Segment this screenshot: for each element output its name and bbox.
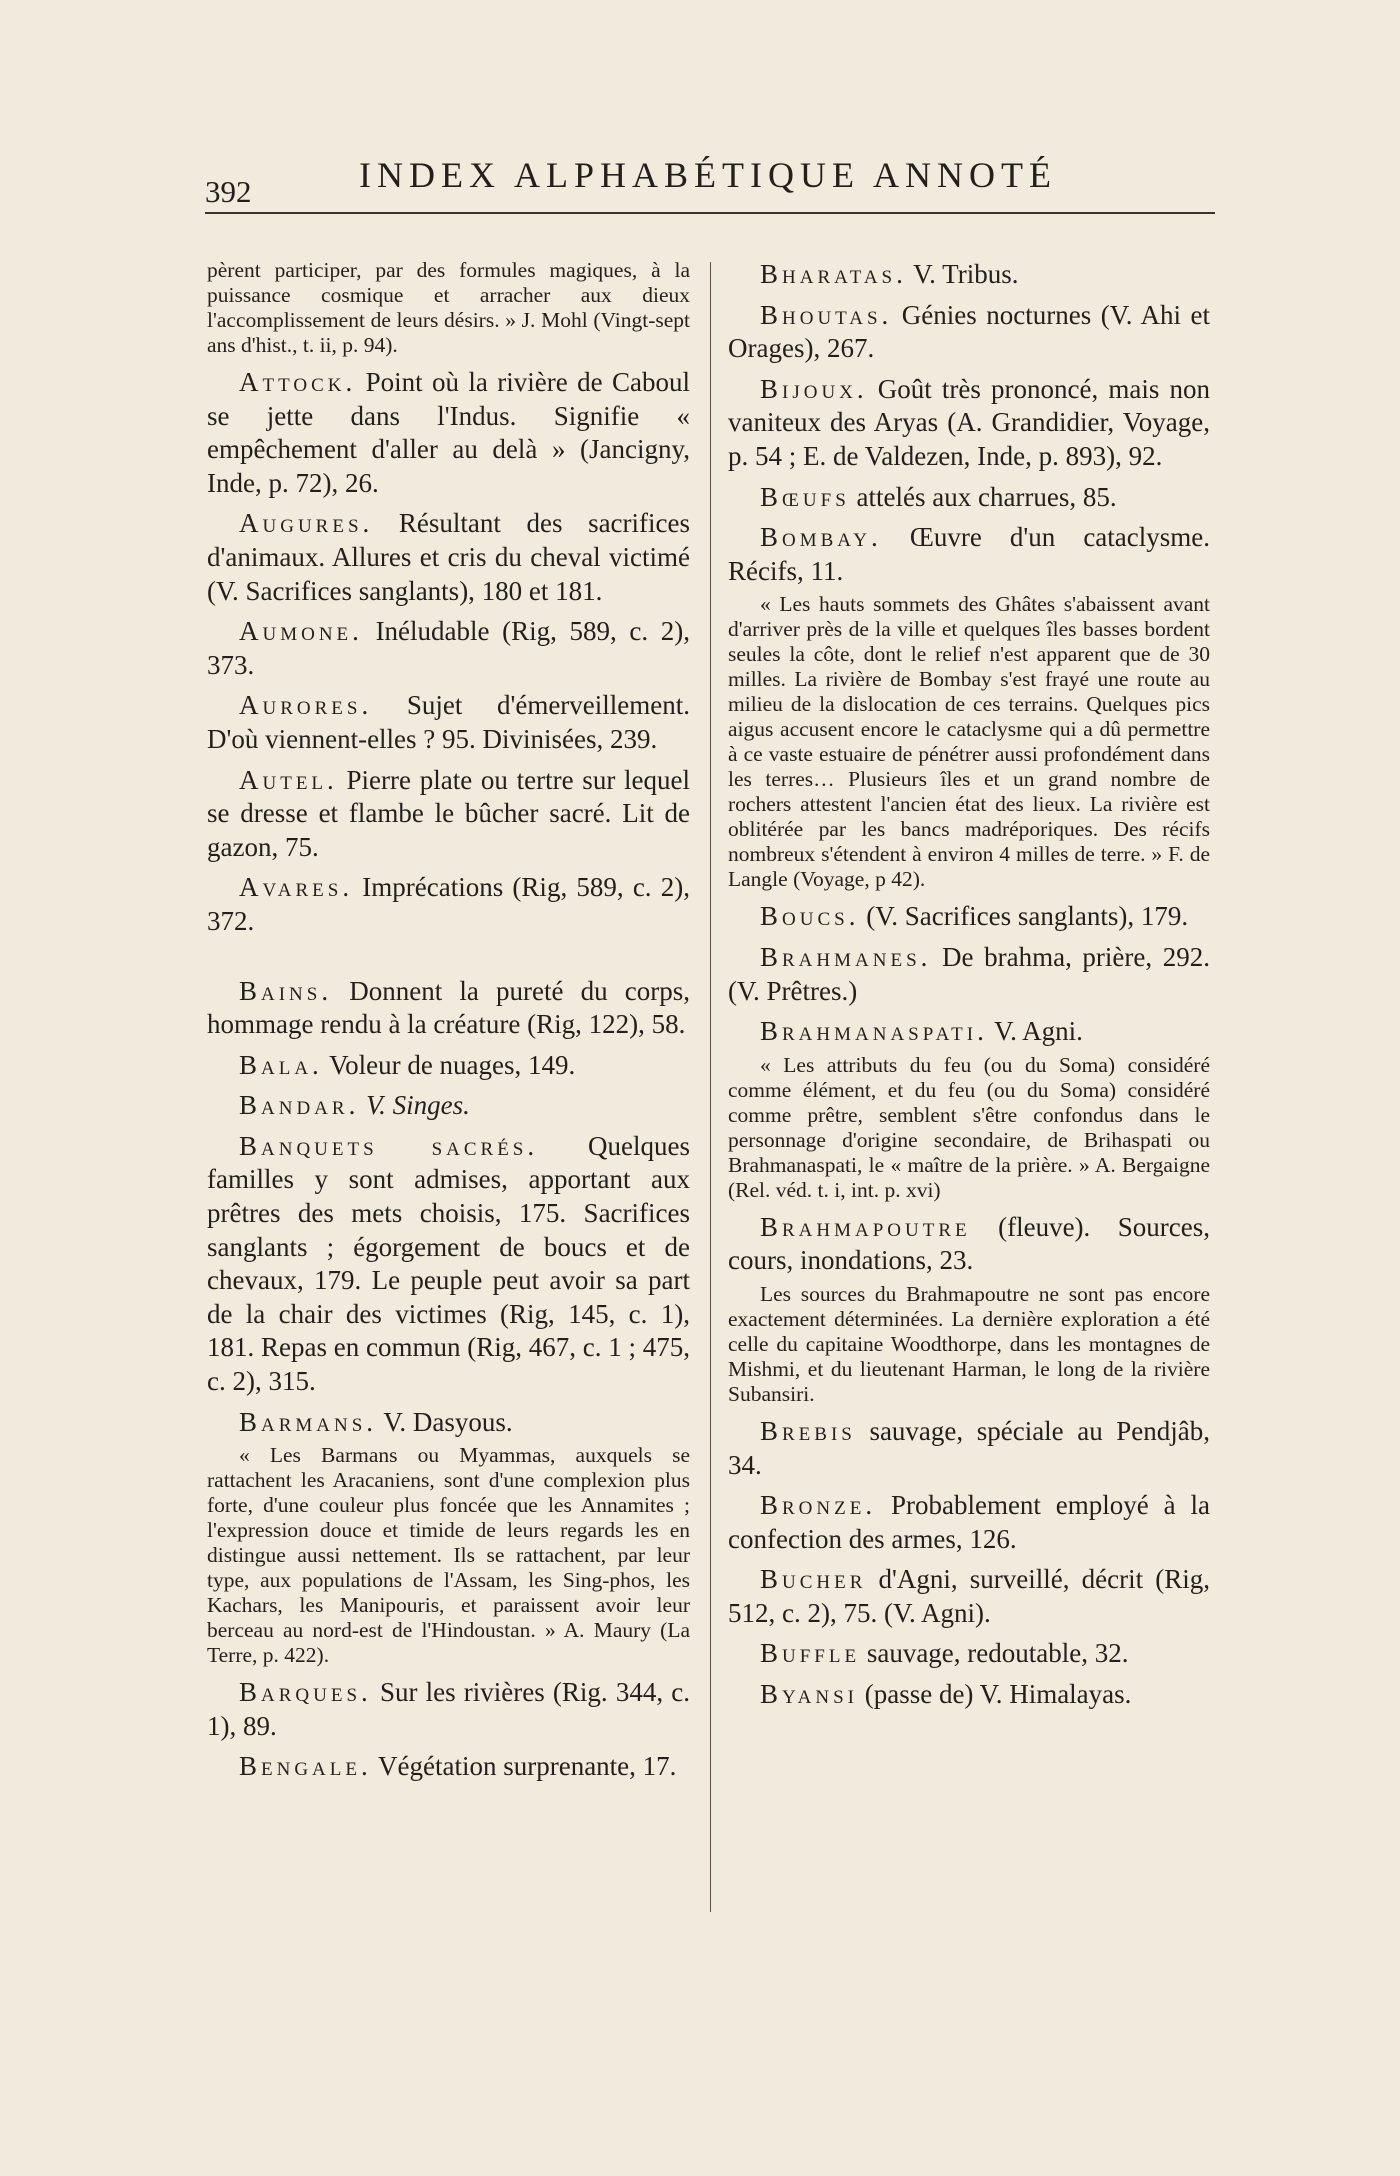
index-entry (728, 1678, 1210, 1712)
index-entry (728, 258, 1210, 292)
entry-text: Point où la rivière de Caboul se jette dans l'Indus. Signifie « empêchement d'aller au delà » (Jancigny, Inde, p. 72), 26. (207, 367, 691, 498)
entry-text: Génies nocturnes (V. Ahi et Orages), 267. (728, 299, 1210, 364)
entry-text: Pierre plate ou tertre sur lequel se dresse et flambe le bûcher sacré. Lit de gazon, 75. (207, 764, 690, 862)
entry-text: De brahma, prière, 292. (V. Prêtres.) (728, 941, 1210, 1006)
page-header (205, 150, 1210, 210)
entry-text: Voleur de nuages, 149. (329, 1049, 576, 1080)
index-entry (728, 1211, 1210, 1278)
entry-headword: Banquets sacrés. (239, 1130, 539, 1161)
index-entry (207, 1089, 690, 1123)
entry-headword: Bains. (239, 975, 333, 1006)
index-entry (728, 481, 1210, 515)
index-entry (207, 507, 690, 608)
index-entry (728, 1563, 1210, 1630)
entry-headword: Attock. (239, 367, 357, 397)
entry-text: V. Singes. (366, 1090, 470, 1121)
entry-text: Œuvre d'un cataclysme. Récifs, 11. (728, 522, 1211, 586)
entry-headword: Augures. (239, 508, 374, 539)
entry-headword: Brahmapoutre (760, 1211, 971, 1242)
entry-headword: Bijoux. (760, 373, 868, 404)
column-divider (710, 262, 711, 1912)
header-rule (205, 212, 1215, 214)
index-entry (207, 871, 690, 938)
index-entry (207, 1750, 690, 1784)
entry-text: sauvage, redoutable, 32. (866, 1638, 1129, 1669)
entry-headword: Bœufs (760, 481, 850, 512)
entry-quote: « Les attributs du feu (ou du Soma) considéré comme élément, et du feu (ou du Soma) considéré comme prêtre, semblent s'être confondus dans le personnage d'origine secondaire, de Brihaspati ou Brahmanaspati, le « maître de la prière. » A. Bergaigne (Rel. véd. t. i, int. p. xvi) (728, 1052, 1210, 1202)
entry-text: attelés aux charrues, 85. (856, 481, 1117, 512)
index-entry (207, 1406, 690, 1440)
index-entry (207, 764, 690, 865)
index-entry (728, 373, 1210, 474)
entry-headword: Autel. (239, 764, 338, 795)
entry-text: Inéludable (Rig, 589, c. 2), 373. (207, 616, 690, 680)
entry-quote: « Les hauts sommets des Ghâtes s'abaissent avant d'arriver près de la ville et quelques îles basses bordent seules la côte, dont le relief n'est apparent que de 30 milles. La rivière de Bombay s'est frayé une route au milieu de la dislocation de ces terrains. Quelques pics aigus accusent encore le cataclysme qui a dû permettre à ce vaste estuaire de pénétrer aussi profondément dans les terres… Plusieurs îles et un grand nombre de rochers attestent l'ancien état des lieux. La rivière est oblitérée par les bancs madréporiques. Des récifs nombreux s'étendent à environ 4 milles de terre. » F. de Langle (Voyage, p 42). (728, 592, 1210, 892)
entry-text: Quelques familles y sont admises, apportant aux prêtres des mets choisis, 175. Sacrifices sanglants ; égorgement de boucs et de chevaux, 179. Le peuple peut avoir sa part de la chair des victimes (Rig, 145, c. 1), 181. Repas en commun (Rig, 467, c. 1 ; 475, c. 2), 315. (207, 1130, 690, 1397)
entry-headword: Brebis (760, 1415, 856, 1446)
entry-headword: Brahmanes. (760, 941, 932, 972)
entry-headword: Buffle (760, 1638, 861, 1669)
index-entry (207, 615, 690, 682)
index-entry (728, 521, 1210, 588)
entry-headword: Barques. (239, 1677, 372, 1708)
index-entry (728, 299, 1210, 366)
index-entry (728, 1415, 1210, 1482)
index-entry (207, 689, 690, 756)
running-title: INDEX ALPHABÉTIQUE ANNOTÉ (359, 155, 1057, 195)
entry-text: Probablement employé à la confection des armes, 126. (728, 1490, 1210, 1554)
index-entry (207, 1049, 690, 1083)
page-number: 392 (205, 174, 252, 209)
entry-text: Sujet d'émerveillement. D'où viennent-elles ? 95. Divinisées, 239. (207, 690, 690, 754)
entry-quote: Les sources du Brahmapoutre ne sont pas encore exactement déterminées. La dernière exploration a été celle du capitaine Woodthorpe, dans les montagnes de Mishmi, et du lieutenant Harman, le long de la rivière Subansiri. (728, 1281, 1210, 1406)
entry-text: (V. Sacrifices sanglants), 179. (866, 901, 1189, 932)
entry-headword: Bandar. (239, 1090, 360, 1121)
entry-quote: « Les Barmans ou Myammas, auxquels se rattachent les Aracaniens, sont d'une complexion plus forte, d'une couleur plus foncée que les Annamites ; l'expression douce et timide de leurs regards les en distingue aussi nettement. Ils se rattachent, par leur type, aux populations de l'Assam, les Sing-phos, les Kachars, les Manipouris, et paraissent avoir leur berceau au nord-est de l'Hindoustan. » A. Maury (La Terre, p. 422). (207, 1443, 690, 1668)
index-entry (207, 975, 690, 1042)
entry-text: Résultant des sacrifices d'animaux. Allures et cris du cheval victimé (V. Sacrifices sanglants), 180 et 181. (207, 508, 690, 606)
entry-headword: Bhoutas. (760, 299, 893, 330)
quote-continuation: pèrent participer, par des formules magiques, à la puissance cosmique et arracher aux dieux l'accomplissement de leurs désirs. » J. Mohl (Vingt-sept ans d'hist., t. ii, p. 94). (207, 258, 690, 357)
left-column (207, 258, 690, 1784)
entry-text: (passe de) V. Himalayas. (864, 1679, 1132, 1710)
entry-text: Donnent la pureté du corps, hommage rendu à la créature (Rig, 122), 58. (207, 975, 691, 1040)
entry-text: Goût très prononcé, mais non vaniteux des Aryas (A. Grandidier, Voyage, p. 54 ; E. de Valdezen, Inde, p. 893), 92. (728, 373, 1211, 471)
entry-text: V. Dasyous. (383, 1406, 513, 1437)
entry-headword: Avares. (239, 872, 354, 903)
entry-text: sauvage, spéciale au Pendjâb, 34. (728, 1415, 1211, 1480)
entry-text: V. Tribus. (913, 259, 1019, 289)
entry-text: Sur les rivières (Rig. 344, c. 1), 89. (207, 1677, 690, 1741)
index-entry (207, 1130, 690, 1399)
entry-headword: Bala. (239, 1049, 323, 1080)
index-entry (728, 1637, 1210, 1671)
entry-headword: Bucher (760, 1564, 867, 1595)
index-entry (728, 941, 1210, 1008)
entry-text: V. Agni. (994, 1016, 1083, 1047)
entry-text: Végétation surprenante, 17. (378, 1751, 677, 1782)
entry-text: (fleuve). Sources, cours, inondations, 23. (728, 1211, 1210, 1276)
index-entry (207, 366, 690, 500)
index-entry (728, 1015, 1210, 1049)
entry-headword: Boucs. (760, 901, 860, 932)
entry-headword: Aurores. (239, 690, 373, 721)
index-entry (728, 900, 1210, 934)
entry-headword: Brahmanaspati. (760, 1016, 988, 1047)
entry-text: d'Agni, surveillé, décrit (Rig, 512, c. 2), 75. (V. Agni). (728, 1564, 1210, 1628)
index-entry (728, 1489, 1210, 1556)
index-entry (207, 1676, 690, 1743)
entry-headword: Aumone. (239, 616, 363, 647)
entry-headword: Bronze. (760, 1490, 877, 1521)
entry-text: Imprécations (Rig, 589, c. 2), 372. (207, 872, 690, 936)
entry-headword: Bharatas. (760, 259, 907, 289)
entry-headword: Byansi (760, 1679, 858, 1710)
entry-headword: Bengale. (239, 1751, 372, 1782)
entry-headword: Barmans. (239, 1406, 378, 1437)
right-column (728, 258, 1210, 1712)
entry-headword: Bombay. (760, 522, 882, 553)
